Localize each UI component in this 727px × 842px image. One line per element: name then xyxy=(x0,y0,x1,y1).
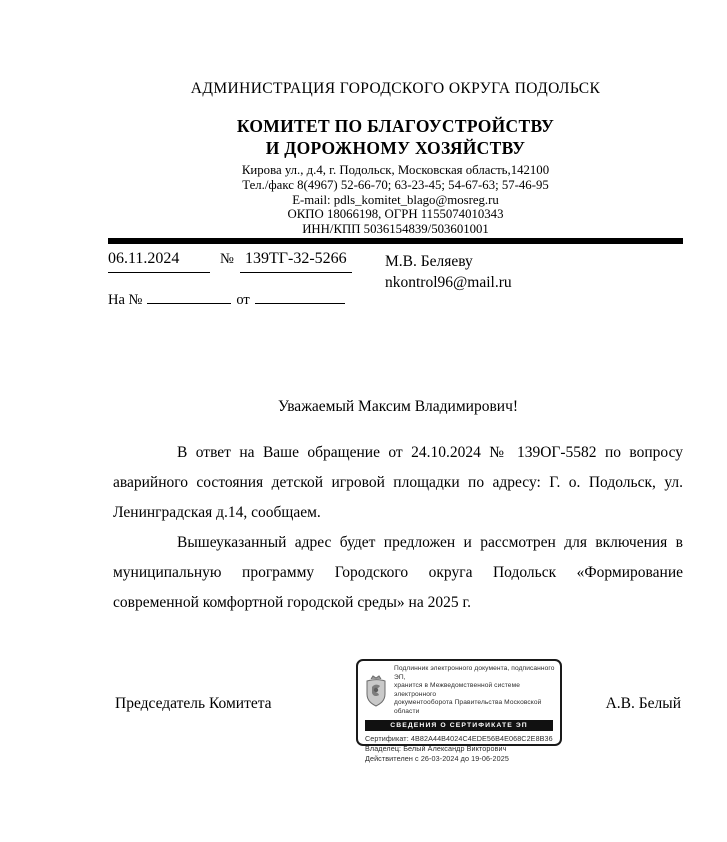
number-sign: № xyxy=(220,251,234,267)
incoming-number-blank xyxy=(147,290,231,304)
letter-number: 139ТГ-32-5266 xyxy=(240,250,352,273)
committee-name-line2: И ДОРОЖНОМУ ХОЗЯЙСТВУ xyxy=(265,138,526,158)
recipient-email: nkontrol96@mail.ru xyxy=(385,273,512,291)
committee-name xyxy=(108,115,683,159)
greeting-line: Уважаемый Максим Владимирович! xyxy=(277,398,519,415)
stamp-intro-text xyxy=(394,665,555,717)
incoming-reference-row xyxy=(108,290,345,309)
committee-name-line1: КОМИТЕТ ПО БЛАГОУСТРОЙСТВУ xyxy=(236,116,555,136)
signer-name: А.В. Белый xyxy=(605,695,681,712)
incoming-date-blank xyxy=(255,290,345,304)
stamp-intro-line1: Подлинник электронного документа, подписанного ЭП, xyxy=(394,665,555,681)
stamp-intro-line2: хранится в Межведомственной системе электронного xyxy=(394,682,520,698)
outgoing-reference-row xyxy=(108,250,352,273)
stamp-certificate-header: СВЕДЕНИЯ О СЕРТИФИКАТЕ ЭП xyxy=(365,720,553,731)
letterhead-contacts xyxy=(108,163,683,237)
stamp-certificate-details xyxy=(365,734,555,765)
stamp-top-section xyxy=(363,665,555,717)
postal-address: Кирова ул., д.4, г. Подольск, Московская область,142100 xyxy=(241,163,550,177)
signer-position: Председатель Комитета xyxy=(115,695,272,712)
email-address: E-mail: pdls_komitet_blago@mosreg.ru xyxy=(292,192,499,207)
recipient-block xyxy=(385,252,512,293)
moscow-region-coat-of-arms-icon xyxy=(363,674,389,708)
recipient-name: М.В. Беляеву xyxy=(385,253,473,270)
letter-body xyxy=(113,438,683,618)
organization-name: АДМИНИСТРАЦИЯ ГОРОДСКОГО ОКРУГА ПОДОЛЬСК xyxy=(190,80,601,97)
okpo-ogrn: ОКПО 18066198, ОГРН 1155074010343 xyxy=(287,207,504,222)
reply-prefix-label: На № xyxy=(108,292,143,308)
inn-kpp: ИНН/КПП 5036154839/503601001 xyxy=(302,222,489,237)
certificate-number: Сертификат: 4B82A44B4024C4EDE56B4E068C2E8B36 xyxy=(365,733,553,743)
certificate-owner: Владелец: Белый Александр Викторович xyxy=(365,743,507,753)
stamp-intro-line3: документооборота Правительства Московской области xyxy=(394,699,542,715)
letterhead-divider-rule xyxy=(108,238,683,244)
letter-date: 06.11.2024 xyxy=(108,250,210,273)
phone-numbers: Тел./факс 8(4967) 52-66-70; 63-23-45; 54-67-63; 57-46-95 xyxy=(242,177,549,192)
body-paragraph-2: Вышеуказанный адрес будет предложен и рассмотрен для включения в муниципальную программу Городского округа Подольск «Формирование современной комфортной городской среды» на 2025 г. xyxy=(113,534,683,611)
reply-from-label: от xyxy=(236,292,250,308)
letterhead xyxy=(108,80,683,237)
esignature-stamp xyxy=(356,659,562,763)
body-paragraph-1: В ответ на Ваше обращение от 24.10.2024 № 139ОГ-5582 по вопросу аварийного состояния детской игровой площадки по адресу: Г. о. Подольск, ул. Ленинградская д.14, сообщаем. xyxy=(113,444,683,521)
certificate-validity: Действителен с 26-03-2024 до 19-06-2025 xyxy=(365,753,509,763)
